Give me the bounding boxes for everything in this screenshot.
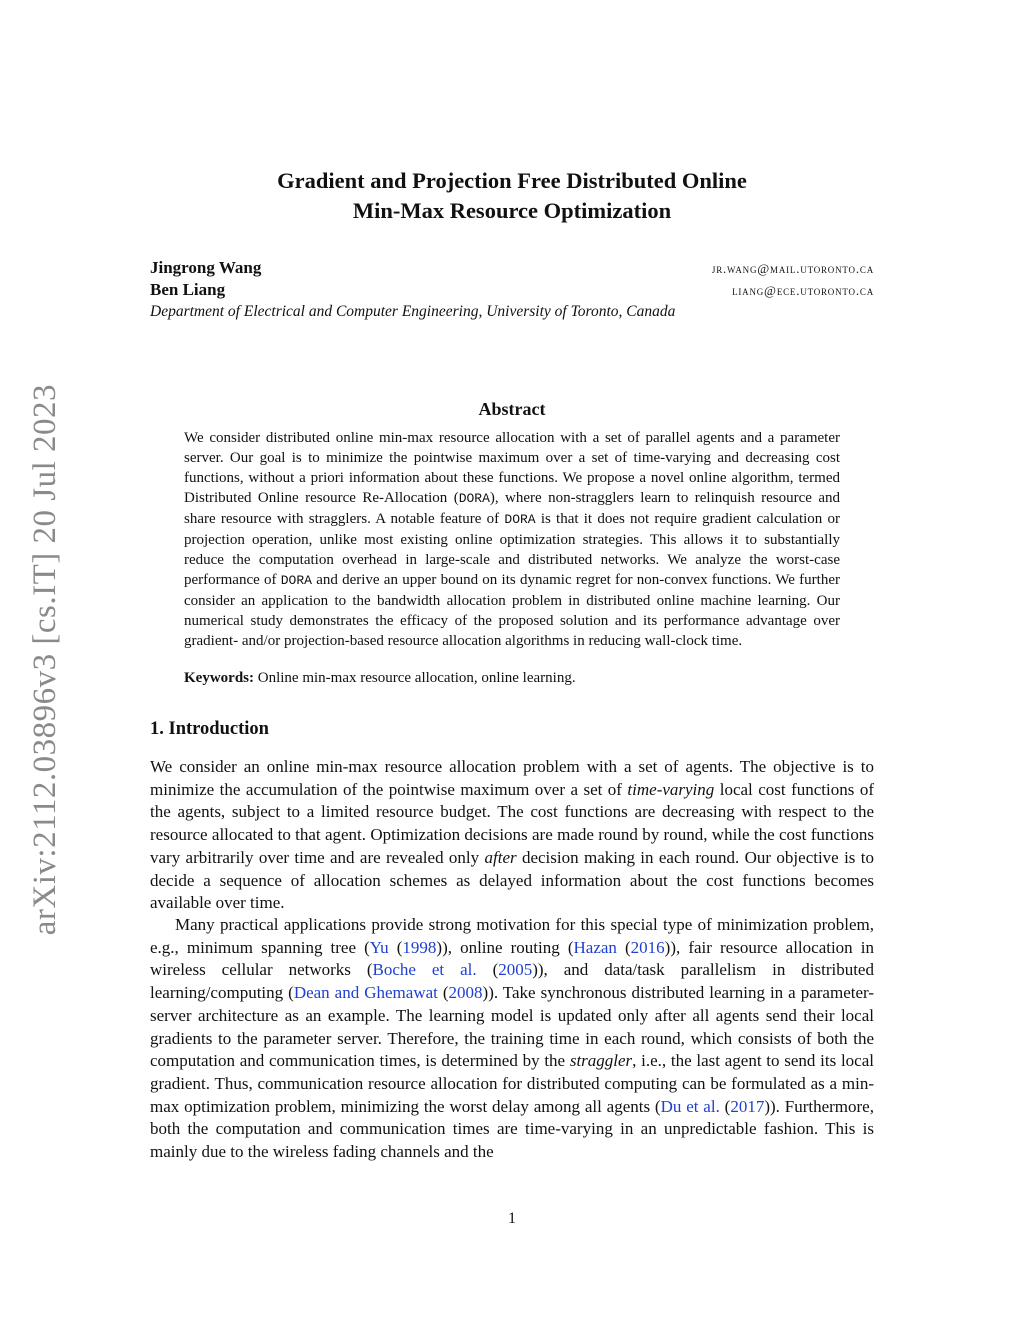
citation-link[interactable]: Dean and Ghemawat [293,983,438,1003]
author-name: Ben Liang [150,280,226,299]
citation-sep: ( [388,937,403,957]
keywords-label: Keywords: [184,670,254,686]
paragraph-text: )), fair resource allocation in wireless cellular networks ( [150,937,874,980]
paragraph-text: )), online routing ( [436,937,574,957]
emphasis: straggler [569,1051,633,1071]
intro-paragraph-2 [150,914,874,1164]
author-name: Jingrong Wang [150,258,262,277]
citation-link[interactable]: 2008 [448,983,483,1003]
author-row-1 [150,258,874,280]
citation-link[interactable]: 2005 [498,960,533,980]
citation-link[interactable]: Hazan [573,937,617,957]
paragraph-text: )). Take synchronous distributed learning in a parameter-server architecture as an example. The learning model is updated only after all agents send their local gradients to the parameter server. Therefore, the training time in each round, which consists of both the computation and communication times, is determined by the [150,983,874,1071]
paragraph-text: )), and data/task parallelism in distributed learning/computing ( [150,960,874,1003]
abstract-heading: Abstract [478,399,546,419]
paragraph-text: )). Furthermore, both the computation and communication times are time-varying in an unpredictable fashion. This is mainly due to the wireless fading channels and the [150,1096,874,1162]
dora-acronym: DORA [280,573,312,588]
author-email[interactable]: liang@ece.utoronto.ca [732,283,874,298]
keywords [184,670,840,687]
abstract-text: and derive an upper bound on its dynamic regret for non-convex functions. We further consider an application to the bandwidth allocation problem in distributed online machine learning. Our numerical study demonstrates the efficacy of the proposed solution and its performance advantage over gradient- and/or projection-based resource allocation algorithms in reducing wall-clock time. [184,572,840,649]
paper-title [150,166,874,226]
paragraph-text: , i.e., the last agent to send its local gradient. Thus, communication resource allocation for distributed computing can be formulated as a min-max optimization problem, minimizing the worst delay among all agents ( [150,1051,874,1116]
paragraph-text: Many practical applications provide strong motivation for this special type of minimization problem, e.g., minimum spanning tree ( [150,915,874,957]
dora-acronym: DORA [504,512,536,527]
arxiv-sidebar [22,380,68,940]
citation-sep: ( [476,960,499,980]
title-line-1: Gradient and Projection Free Distributed Online [277,168,747,193]
citation-link[interactable]: Yu [369,937,389,957]
dora-acronym: DORA [458,491,490,506]
keywords-text: Online min-max resource allocation, online learning. [254,670,576,686]
author-email[interactable]: jr.wang@mail.utoronto.ca [711,261,874,276]
abstract-body [184,428,840,651]
section-heading-introduction: 1. Introduction [150,719,269,739]
author-row-2 [150,280,874,302]
citation-sep: ( [616,937,631,957]
citation-link[interactable]: 2016 [630,937,665,957]
citation-link[interactable]: Du et al. [660,1096,720,1116]
paragraph-text: We consider an online min-max resource allocation problem with a set of agents. The objective is to minimize the accumulation of the pointwise maximum over a set of [150,757,874,799]
emphasis: time-varying [627,779,715,799]
abstract-text: We consider distributed online min-max resource allocation with a set of parallel agents and a parameter server. Our goal is to minimize the pointwise maximum over a set of time-varying and decreasing cost functions, without a priori information about these functions. We propose a novel online algorithm, termed Distributed Online resource Re-Allocation ( [184,430,840,506]
arxiv-stamp: arXiv:2112.03896v3 [cs.IT] 20 Jul 2023 [26,384,63,936]
paragraph-text: decision making in each round. Our objective is to decide a sequence of allocation schemes as delayed information about the cost functions becomes available over time. [150,847,874,913]
abstract-text: ), where non-stragglers learn to relinquish resource and share resource with stragglers. A notable feature of [184,490,840,527]
paragraph-text: local cost functions of the agents, subject to a limited resource budget. The cost functions are decreasing with respect to the resource allocated to that agent. Optimization decisions are made round by round, while the cost functions vary arbitrarily over time and are revealed only [150,779,874,867]
citation-link[interactable]: Boche et al. [372,960,477,980]
citation-link[interactable]: 2017 [730,1096,765,1116]
citation-sep: ( [437,983,449,1003]
abstract-text: is that it does not require gradient calculation or projection operation, unlike most existing online optimization strategies. This allows it to substantially reduce the computation overhead in large-scale and distributed networks. We analyze the worst-case performance of [184,511,840,588]
affiliation: Department of Electrical and Computer Engineering, University of Toronto, Canada [150,303,676,320]
citation-sep: ( [719,1096,731,1116]
title-line-2: Min-Max Resource Optimization [352,198,672,223]
intro-paragraph-1 [150,756,874,915]
emphasis: after [484,847,517,867]
citation-link[interactable]: 1998 [402,937,437,957]
page-number: 1 [508,1210,516,1227]
